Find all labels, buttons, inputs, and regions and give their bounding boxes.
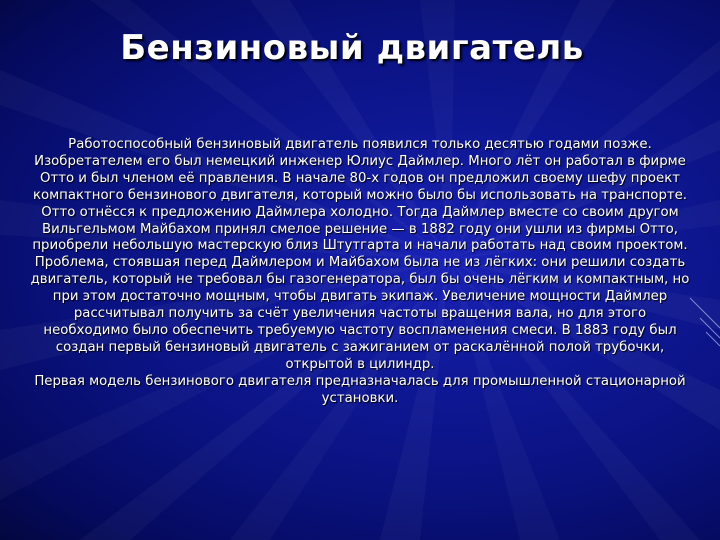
- paragraph-3: Первая модель бензинового двигателя предназначалась для промышленной стационарной установки.: [34, 373, 686, 406]
- paragraph-1: Работоспособный бензиновый двигатель появился только десятью годами позже. Изобретателем его был немецкий инженер Юлиус Даймлер. Много лёт он работал в фирме Отто и был членом её правления. В начале 80-х годов он предложил своему шефу проект компактного бензинового двигателя, который можно было бы использовать на транспорте. Отто отнёсся к предложению Даймлера холодно. Тогда Даймлер вместе со своим другом Вильгельмом Майбахом принял смелое решение — в 1882 году они ушли из фирмы Отто, приобрели небольшую мастерскую близ Штутгарта и начали работать над своим проектом.: [32, 137, 688, 254]
- slide-body: [30, 137, 690, 408]
- slide-title: Бензиновый двигатель: [120, 28, 584, 68]
- paragraph-2: Проблема, стоявшая перед Даймлером и Майбахом была не из лёгких: они решили создать двигатель, который не требовал бы газогенератора, был бы очень лёгким и компактным, но при этом достаточно мощным, чтобы двигать экипаж. Увеличение мощности Даймлер рассчитывал получить за счёт увеличения частоты вращения вала, но для этого необходимо было обеспечить требуемую частоту воспламенения смеси. В 1883 году был создан первый бензиновый двигатель с зажиганием от раскалённой полой трубочки, открытой в цилиндр.: [30, 255, 690, 372]
